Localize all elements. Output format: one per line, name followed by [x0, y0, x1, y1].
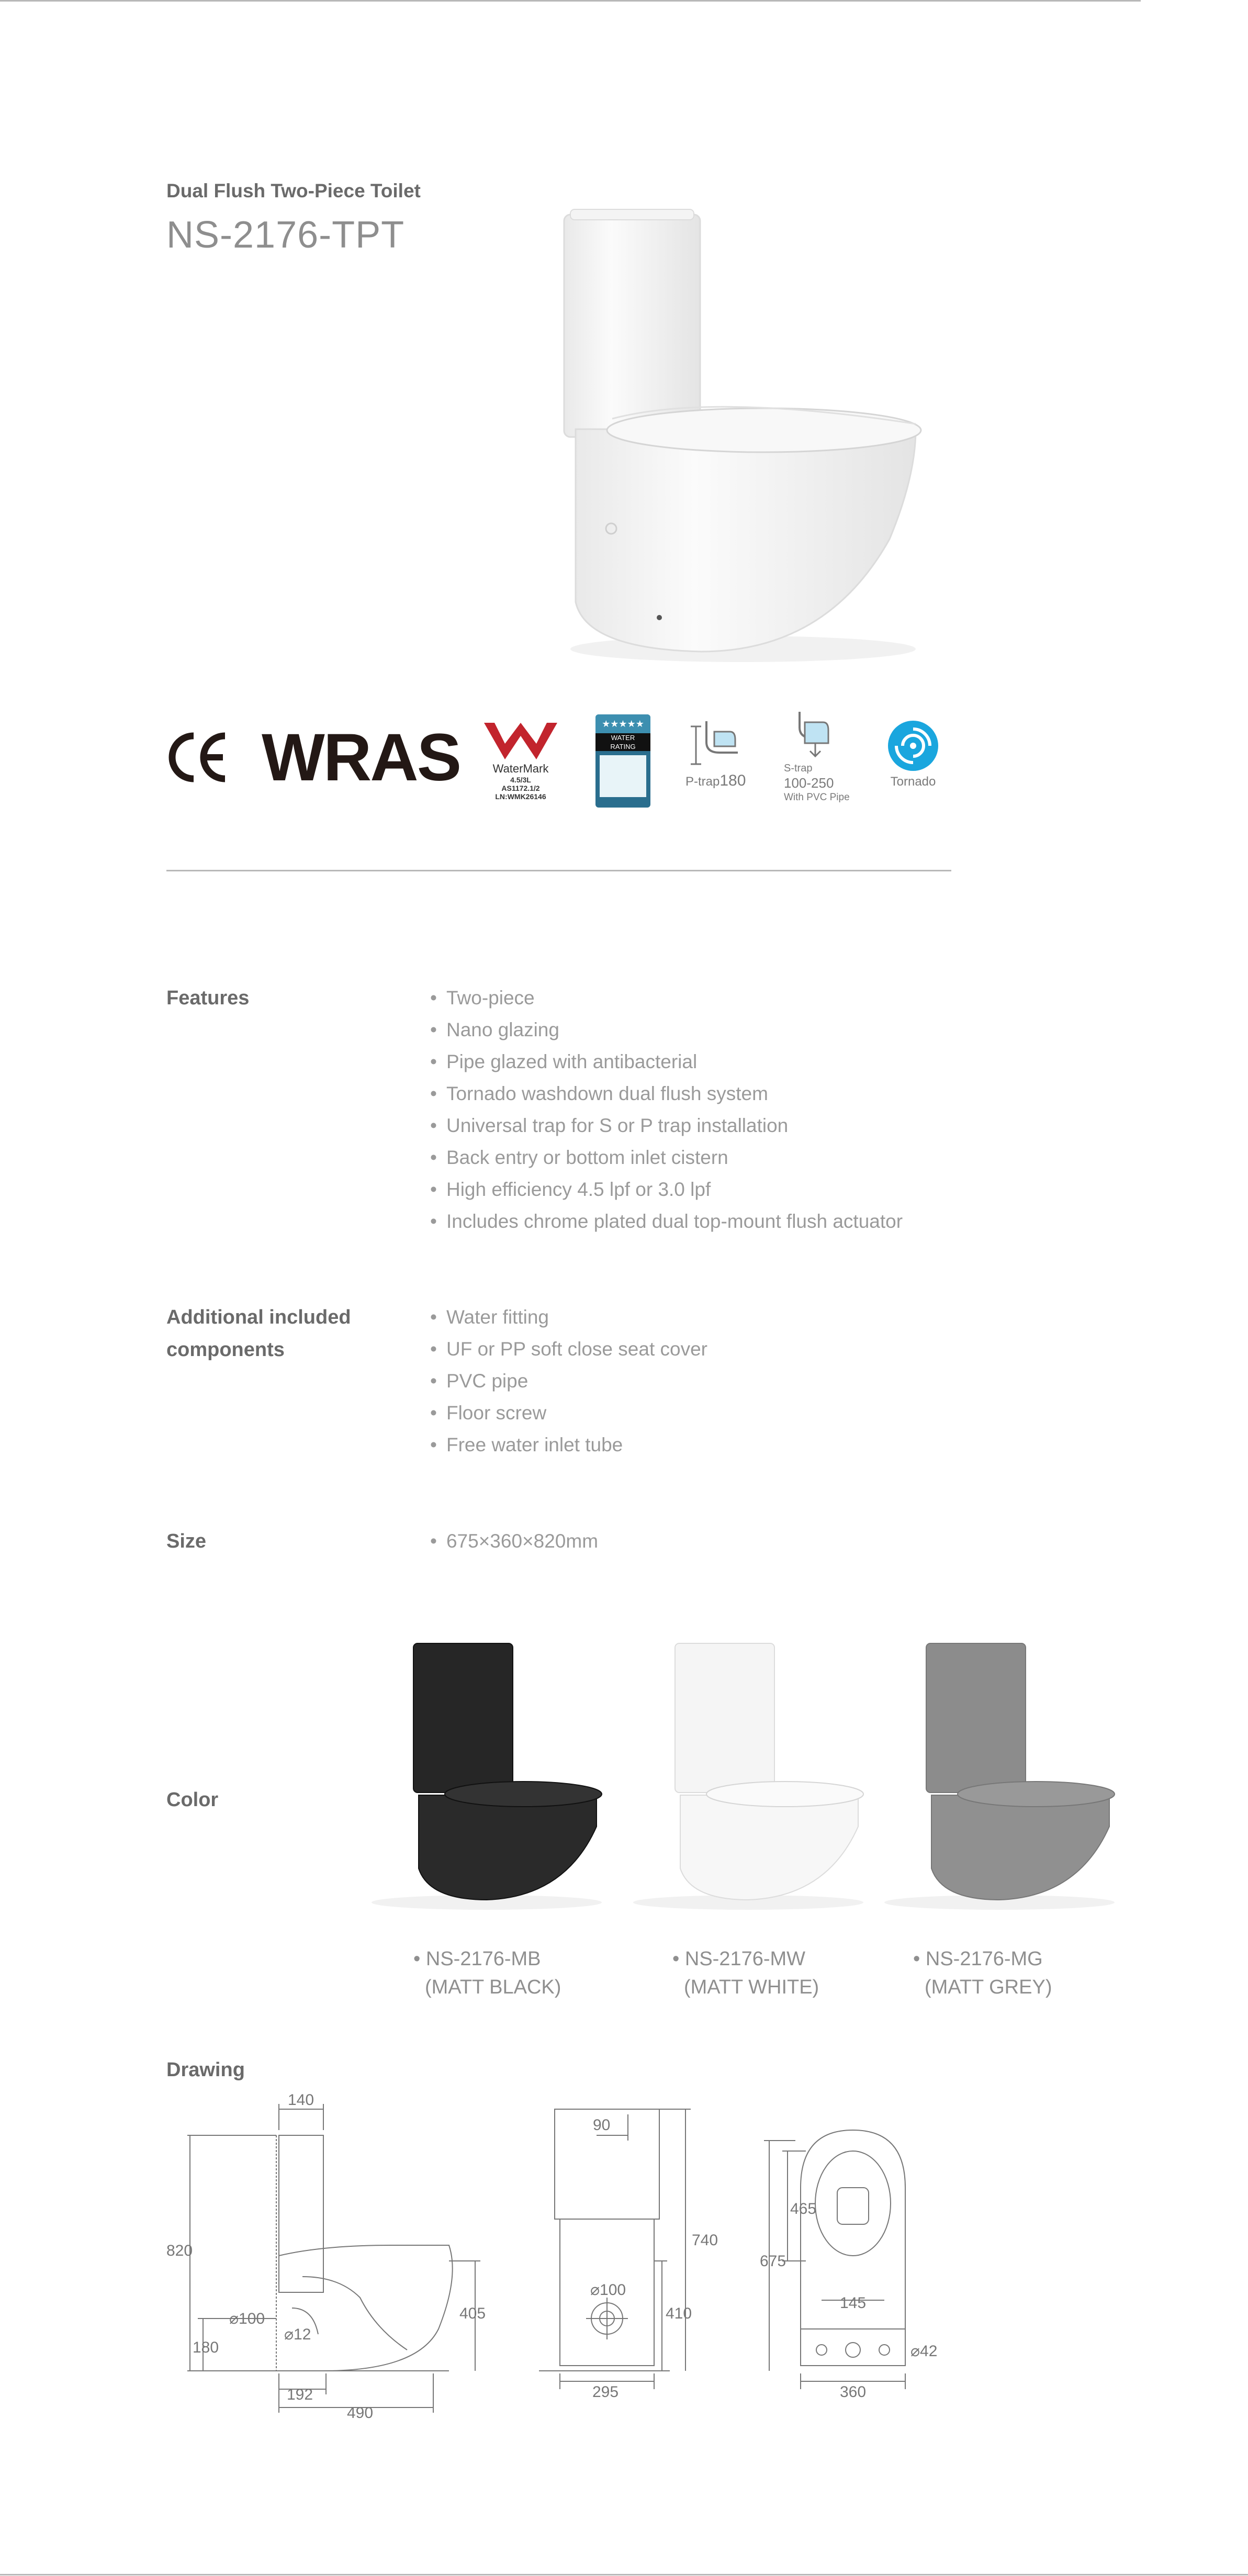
color-variant-white-caption: [672, 1945, 819, 2001]
variant-name: (MATT BLACK): [425, 1976, 561, 1998]
dim-side-12: ⌀12: [284, 2326, 311, 2343]
hero-toilet-image: [555, 204, 931, 665]
additional-item: • Water fitting: [430, 1301, 707, 1333]
watermark-line2: AS1172.1/2: [501, 784, 540, 792]
product-model: NS-2176-TPT: [166, 214, 405, 256]
dim-front-740: 740: [692, 2232, 718, 2249]
size-list: [430, 1525, 598, 1557]
additional-item: • Floor screw: [430, 1397, 707, 1429]
watermark-w-icon: [481, 720, 560, 762]
variant-name: (MATT GREY): [925, 1976, 1052, 1998]
features-list: [430, 982, 903, 1237]
tornado-label: Tornado: [890, 775, 936, 789]
water-rating-title-1: WATER: [595, 733, 650, 742]
feature-item: • Back entry or bottom inlet cistern: [430, 1141, 903, 1173]
s-trap-text: S-trap: [784, 763, 813, 774]
color-variant-black-image: [366, 1638, 607, 1910]
additional-item: • Free water inlet tube: [430, 1429, 707, 1461]
features-label: Features: [166, 987, 250, 1009]
dim-top-675: 675: [760, 2253, 786, 2270]
color-label: Color: [166, 1789, 219, 1811]
color-variant-grey-image: [879, 1638, 1120, 1910]
color-variant-white-image: [628, 1638, 869, 1910]
feature-item: • High efficiency 4.5 lpf or 3.0 lpf: [430, 1173, 903, 1205]
additional-item: • PVC pipe: [430, 1365, 707, 1397]
additional-item: • UF or PP soft close seat cover: [430, 1333, 707, 1365]
color-variant-grey-caption: [913, 1945, 1052, 2001]
header-divider: [166, 870, 951, 871]
variant-code-text: NS-2176-MB: [425, 1948, 541, 1970]
tornado-badge: [884, 720, 942, 789]
feature-item: • Nano glazing: [430, 1014, 903, 1046]
size-item: • 675×360×820mm: [430, 1525, 598, 1557]
s-trap-icon: [784, 707, 841, 759]
top-view-drawing: [754, 2088, 973, 2402]
variant-code-text: NS-2176-MG: [925, 1948, 1043, 1970]
additional-label-line2: components: [166, 1339, 285, 1361]
variant-code-text: NS-2176-MW: [684, 1948, 806, 1970]
dim-side-490: 490: [347, 2404, 374, 2422]
water-rating-badge: [595, 714, 650, 808]
dim-front-90: 90: [593, 2116, 611, 2134]
p-trap-badge: [685, 716, 754, 790]
p-trap-icon: [685, 716, 743, 774]
p-trap-value: 180: [719, 772, 746, 789]
dim-side-405: 405: [459, 2305, 486, 2322]
feature-item: • Universal trap for S or P trap installation: [430, 1110, 903, 1141]
s-trap-note: With PVC Pipe: [784, 792, 850, 803]
dim-top-465: 465: [790, 2200, 817, 2217]
feature-item: • Tornado washdown dual flush system: [430, 1078, 903, 1110]
tornado-icon: [887, 720, 939, 772]
variant-code: • NS-2176-MB: [413, 1948, 541, 1970]
product-subtitle: Dual Flush Two-Piece Toilet: [166, 180, 421, 201]
feature-item: • Pipe glazed with antibacterial: [430, 1046, 903, 1078]
wras-logo: WRAS: [262, 720, 460, 795]
p-trap-text: P-trap: [685, 775, 720, 789]
water-rating-stars: ★★★★★: [595, 714, 650, 733]
watermark-line1: 4.5/3L: [510, 776, 531, 784]
feature-item: • Includes chrome plated dual top-mount flush actuator: [430, 1205, 903, 1237]
watermark-line3: LN:WMK26146: [495, 792, 546, 801]
s-trap-value: 100-250: [784, 775, 834, 791]
additional-label-line1: Additional included: [166, 1306, 351, 1328]
dim-side-192: 192: [287, 2386, 313, 2403]
water-rating-title-2: RATING: [595, 742, 650, 751]
additional-label: [166, 1301, 351, 1366]
dim-side-820: 820: [166, 2242, 193, 2259]
dim-top-360: 360: [840, 2383, 867, 2401]
dim-front-295: 295: [592, 2383, 619, 2401]
bottom-rule: [0, 2574, 1248, 2575]
dim-side-140: 140: [288, 2091, 314, 2109]
top-rule: [0, 0, 1141, 2]
drawing-label: Drawing: [166, 2059, 245, 2081]
variant-name: (MATT WHITE): [684, 1976, 819, 1998]
dim-side-180: 180: [193, 2339, 219, 2356]
ce-logo: [166, 729, 229, 786]
color-variant-black-caption: [413, 1945, 561, 2001]
p-trap-label: [685, 772, 754, 790]
water-rating-panel: [600, 755, 646, 797]
dim-front-410: 410: [666, 2305, 692, 2322]
dim-top-145: 145: [840, 2294, 867, 2312]
additional-list: [430, 1301, 707, 1461]
dim-side-100: ⌀100: [229, 2310, 265, 2327]
feature-item: • Two-piece: [430, 982, 903, 1014]
s-trap-badge: [784, 707, 873, 804]
front-view-drawing: [529, 2088, 727, 2402]
dim-front-100: ⌀100: [590, 2281, 626, 2299]
dim-top-42: ⌀42: [910, 2343, 938, 2360]
watermark-name: WaterMark: [492, 762, 549, 775]
size-label: Size: [166, 1530, 207, 1552]
watermark-logo: [481, 720, 560, 801]
variant-code: • NS-2176-MW: [672, 1948, 806, 1970]
side-view-drawing: [166, 2088, 501, 2423]
variant-code: • NS-2176-MG: [913, 1948, 1043, 1970]
